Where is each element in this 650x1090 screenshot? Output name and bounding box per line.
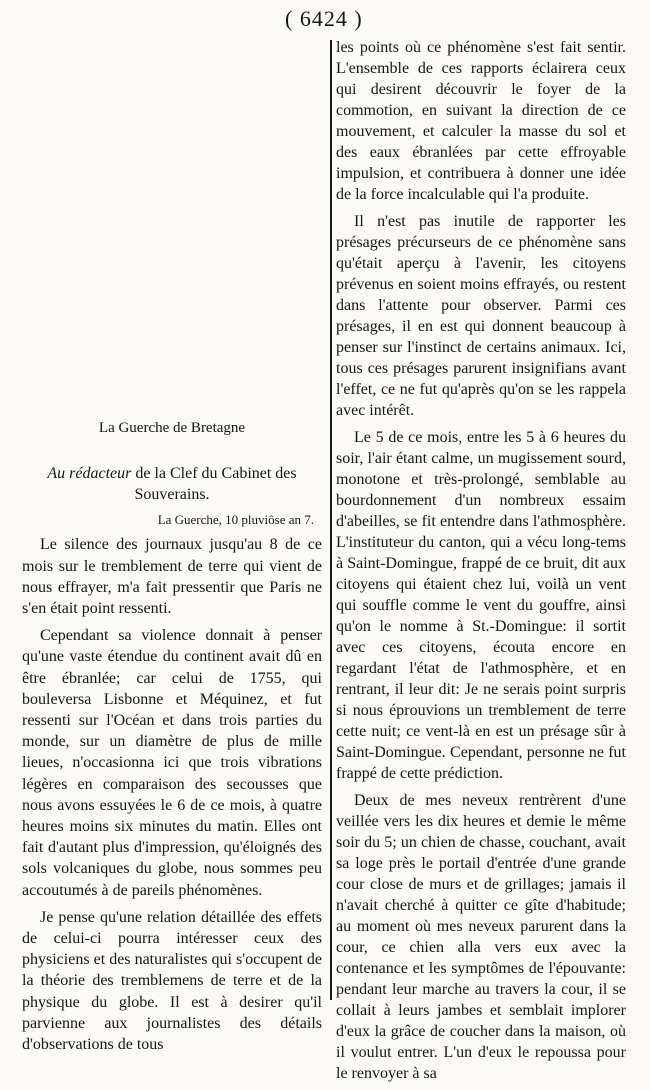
place-heading: La Guerche de Bretagne: [98, 420, 246, 436]
recipient-rest: de la Clef du Cabinet des Souverains.: [131, 465, 297, 504]
left-paragraph-2: Cependant sa violence donnait à penser qu'une vaste étendue du continent avait dû en être ébranlée; car celui de 1755, qui bouleversa Lisbonne et Méquinez, et fut ressenti sur l'Océan et dans trois parties du monde, sur un diamètre de plus de mille lieues, n'occasionna ici que trois vibrations légères en comparaison des secousses que nous avons essuyées le 6 de ce mois, à quatre heures moins six minutes du matin. Elles ont fait d'autant plus d'impression, qu'éloignés des sols volcaniques du globe, nous sommes peu accoutumés à de pareils phénomènes.: [22, 627, 322, 899]
recipient-italic: Au rédacteur: [47, 465, 132, 483]
right-paragraph-1: les points où ce phénomène s'est fait sentir. L'ensemble de ces rapports éclairera ceux qui desirent découvrir le foyer de la commotion, en suivant la direction de ce mouvement, et calculer la masse du sol et des eaux ébranlées par cette effroyable impulsion, et contribuera à donner une idée de la force incalculable qui l'a produite.: [336, 39, 626, 203]
right-paragraph-2: Il n'est pas inutile de rapporter les présages précurseurs de ce phénomène sans qu'était aperçu à l'avenir, les citoyens prévenus en soient moins effrayés, ou restent dans l'attente pour observer. Parmi ces présages, il en est qui donnent beaucoup à penser sur l'instinct de certains animaux. Ici, tous ces présages parurent insignifians avant l'effet, ce ne fut qu'après qu'on se les rappela avec intérêt.: [336, 213, 626, 419]
left-paragraph-1: Le silence des journaux jusqu'au 8 de ce mois sur le tremblement de terre qui vient de nous effrayer, m'a fait pressentir que Paris ne s'en était point ressenti.: [22, 536, 322, 618]
dateline: La Guerche, 10 pluviôse an 7.: [157, 512, 314, 528]
recipient-heading: [22, 463, 322, 505]
left-column: [22, 418, 322, 1061]
right-paragraph-3: Le 5 de ce mois, entre les 5 à 6 heures du soir, l'air étant calme, un mugissement sourd, monotone et très-prolongé, semblable au bourdonnement d'un nombreux essaim d'abeilles, se fit entendre dans l'athmosphère. L'instituteur du canton, qui a vécu long-tems à Saint-Domingue, frappé de ce bruit, dit aux citoyens qui étaient chez lui, voilà un vent qui souffle comme le vent du gouffre, ainsi qu'on le nomme à St.-Domingue: il sortit avec ces citoyens, écouta encore en regardant l'état de l'athmosphère, et en rentrant, il leur dit: Je ne serais point surpris si nous éprouvions un tremblement de terre cette nuit; ce vent-là en est un présage sûr à Saint-Domingue. Cependant, personne ne fut frappé de cette prédiction.: [336, 429, 626, 782]
right-column: [336, 37, 626, 1090]
page-number: ( 6424 ): [285, 6, 363, 31]
right-paragraph-4: Deux de mes neveux rentrèrent d'une veillée vers les dix heures et demie le même soir du 5; un chien de chasse, couchant, avait sa loge près le portail d'entrée d'une grande cour close de murs et de grillages; jamais il n'avait cherché à quitter ce gîte d'habitude; au moment où mes neveux parurent dans la cour, ce chien alla vers eux avec la contenance et les symptômes de l'épouvante: pendant leur marche au travers la cour, il se collait à leurs jambes et semblait implorer d'eux la grâce de coucher dans la maison, où il voulut entrer. L'un d'eux le repoussa pour le renvoyer à sa: [336, 792, 626, 1082]
left-paragraph-3: Je pense qu'une relation détaillée des effets de celui-ci pourra intéresser ceux des physiciens et des naturalistes qui s'occupent de la théorie des tremblemens de terre et de la physique du globe. Il est à desirer qu'il parvienne aux journalistes des détails d'observations de tous: [22, 908, 322, 1054]
column-divider: [330, 40, 332, 1000]
